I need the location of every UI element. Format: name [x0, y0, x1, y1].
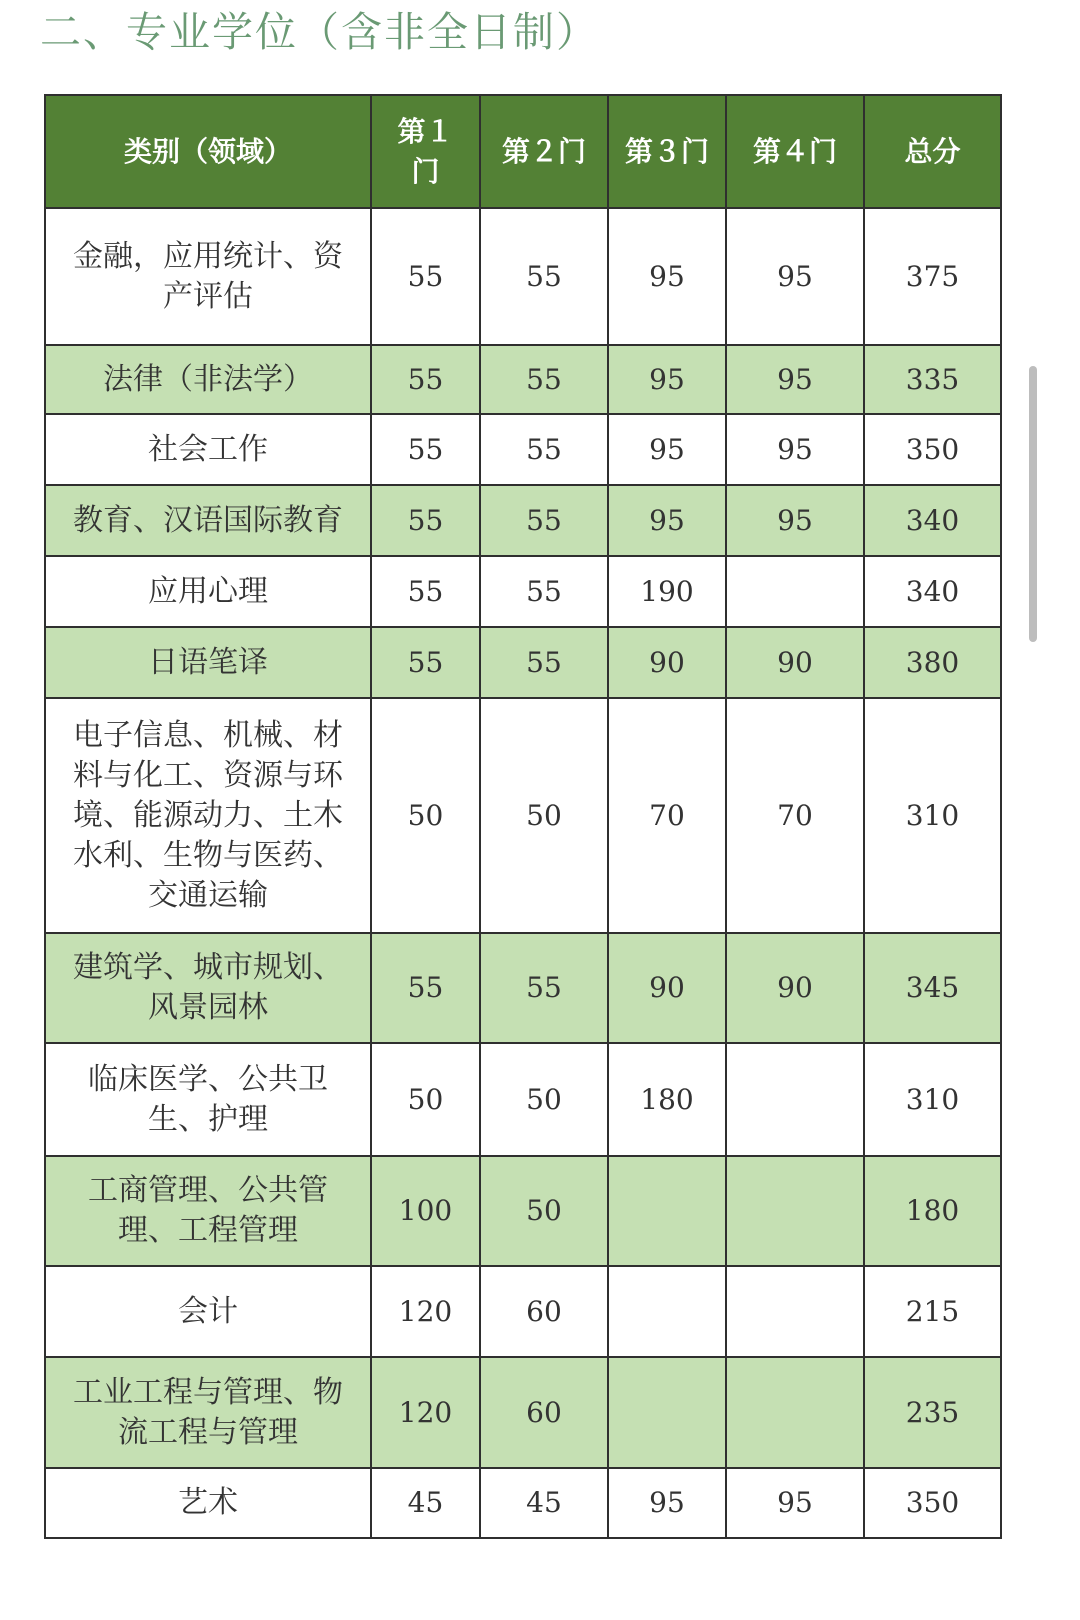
category-cell: 工商管理、公共管理、工程管理	[45, 1156, 371, 1266]
subject-3-cell	[608, 1156, 726, 1266]
subject-2-cell: 55	[480, 933, 608, 1043]
subject-1-cell: 55	[371, 933, 480, 1043]
table-row	[45, 1266, 1001, 1357]
table-row	[45, 933, 1001, 1043]
subject-1-cell: 55	[371, 208, 480, 345]
total-cell: 215	[864, 1266, 1001, 1357]
total-cell: 340	[864, 485, 1001, 556]
table-row	[45, 208, 1001, 345]
scrollbar-thumb[interactable]	[1029, 366, 1037, 642]
table-header-row	[45, 95, 1001, 208]
category-cell: 教育、汉语国际教育	[45, 485, 371, 556]
subject-4-cell	[726, 1156, 864, 1266]
header-subject-1: 第１门	[371, 95, 480, 208]
category-cell: 建筑学、城市规划、风景园林	[45, 933, 371, 1043]
table-row	[45, 556, 1001, 627]
table-row	[45, 485, 1001, 556]
total-cell: 235	[864, 1357, 1001, 1468]
category-cell: 临床医学、公共卫生、护理	[45, 1043, 371, 1156]
subject-4-cell: 90	[726, 627, 864, 698]
section-title: 二、专业学位（含非全日制）	[40, 8, 599, 56]
subject-4-cell: 90	[726, 933, 864, 1043]
subject-2-cell: 55	[480, 485, 608, 556]
subject-1-cell: 55	[371, 414, 480, 485]
header-category: 类别（领域）	[45, 95, 371, 208]
category-cell: 社会工作	[45, 414, 371, 485]
subject-4-cell: 95	[726, 485, 864, 556]
subject-2-cell: 55	[480, 345, 608, 414]
table-row	[45, 345, 1001, 414]
total-cell: 310	[864, 1043, 1001, 1156]
subject-2-cell: 50	[480, 1043, 608, 1156]
total-cell: 375	[864, 208, 1001, 345]
subject-1-cell: 45	[371, 1468, 480, 1538]
subject-1-cell: 55	[371, 627, 480, 698]
subject-3-cell: 90	[608, 627, 726, 698]
total-cell: 310	[864, 698, 1001, 933]
category-cell: 工业工程与管理、物流工程与管理	[45, 1357, 371, 1468]
table-row	[45, 1468, 1001, 1538]
table-row	[45, 627, 1001, 698]
subject-3-cell: 95	[608, 485, 726, 556]
subject-1-cell: 50	[371, 698, 480, 933]
category-cell: 艺术	[45, 1468, 371, 1538]
category-cell: 会计	[45, 1266, 371, 1357]
subject-1-cell: 55	[371, 556, 480, 627]
total-cell: 345	[864, 933, 1001, 1043]
total-cell: 350	[864, 414, 1001, 485]
total-cell: 180	[864, 1156, 1001, 1266]
subject-4-cell: 95	[726, 345, 864, 414]
subject-4-cell	[726, 1266, 864, 1357]
header-subject-4: 第４门	[726, 95, 864, 208]
subject-4-cell: 95	[726, 1468, 864, 1538]
subject-2-cell: 60	[480, 1266, 608, 1357]
subject-3-cell: 180	[608, 1043, 726, 1156]
category-cell: 金融，应用统计、资产评估	[45, 208, 371, 345]
subject-1-cell: 100	[371, 1156, 480, 1266]
subject-3-cell	[608, 1266, 726, 1357]
subject-1-cell: 120	[371, 1266, 480, 1357]
subject-2-cell: 55	[480, 208, 608, 345]
subject-2-cell: 50	[480, 698, 608, 933]
subject-4-cell: 95	[726, 208, 864, 345]
table-row	[45, 1043, 1001, 1156]
subject-3-cell: 70	[608, 698, 726, 933]
subject-4-cell: 70	[726, 698, 864, 933]
score-table	[44, 94, 1002, 1539]
subject-3-cell: 190	[608, 556, 726, 627]
subject-2-cell: 55	[480, 414, 608, 485]
header-subject-2: 第２门	[480, 95, 608, 208]
subject-1-cell: 55	[371, 345, 480, 414]
subject-3-cell	[608, 1357, 726, 1468]
subject-3-cell: 90	[608, 933, 726, 1043]
subject-3-cell: 95	[608, 414, 726, 485]
category-cell: 日语笔译	[45, 627, 371, 698]
subject-1-cell: 120	[371, 1357, 480, 1468]
subject-2-cell: 60	[480, 1357, 608, 1468]
total-cell: 380	[864, 627, 1001, 698]
subject-3-cell: 95	[608, 208, 726, 345]
category-cell: 法律（非法学）	[45, 345, 371, 414]
subject-1-cell: 50	[371, 1043, 480, 1156]
subject-3-cell: 95	[608, 345, 726, 414]
subject-2-cell: 55	[480, 627, 608, 698]
subject-3-cell: 95	[608, 1468, 726, 1538]
table-row	[45, 414, 1001, 485]
category-cell: 电子信息、机械、材料与化工、资源与环境、能源动力、土木水利、生物与医药、交通运输	[45, 698, 371, 933]
subject-4-cell	[726, 556, 864, 627]
subject-2-cell: 45	[480, 1468, 608, 1538]
subject-4-cell	[726, 1043, 864, 1156]
table-row	[45, 1357, 1001, 1468]
category-cell: 应用心理	[45, 556, 371, 627]
subject-4-cell	[726, 1357, 864, 1468]
subject-1-cell: 55	[371, 485, 480, 556]
header-subject-3: 第３门	[608, 95, 726, 208]
subject-4-cell: 95	[726, 414, 864, 485]
table-row	[45, 1156, 1001, 1266]
total-cell: 350	[864, 1468, 1001, 1538]
subject-2-cell: 55	[480, 556, 608, 627]
header-total: 总分	[864, 95, 1001, 208]
total-cell: 340	[864, 556, 1001, 627]
table-row	[45, 698, 1001, 933]
subject-2-cell: 50	[480, 1156, 608, 1266]
total-cell: 335	[864, 345, 1001, 414]
